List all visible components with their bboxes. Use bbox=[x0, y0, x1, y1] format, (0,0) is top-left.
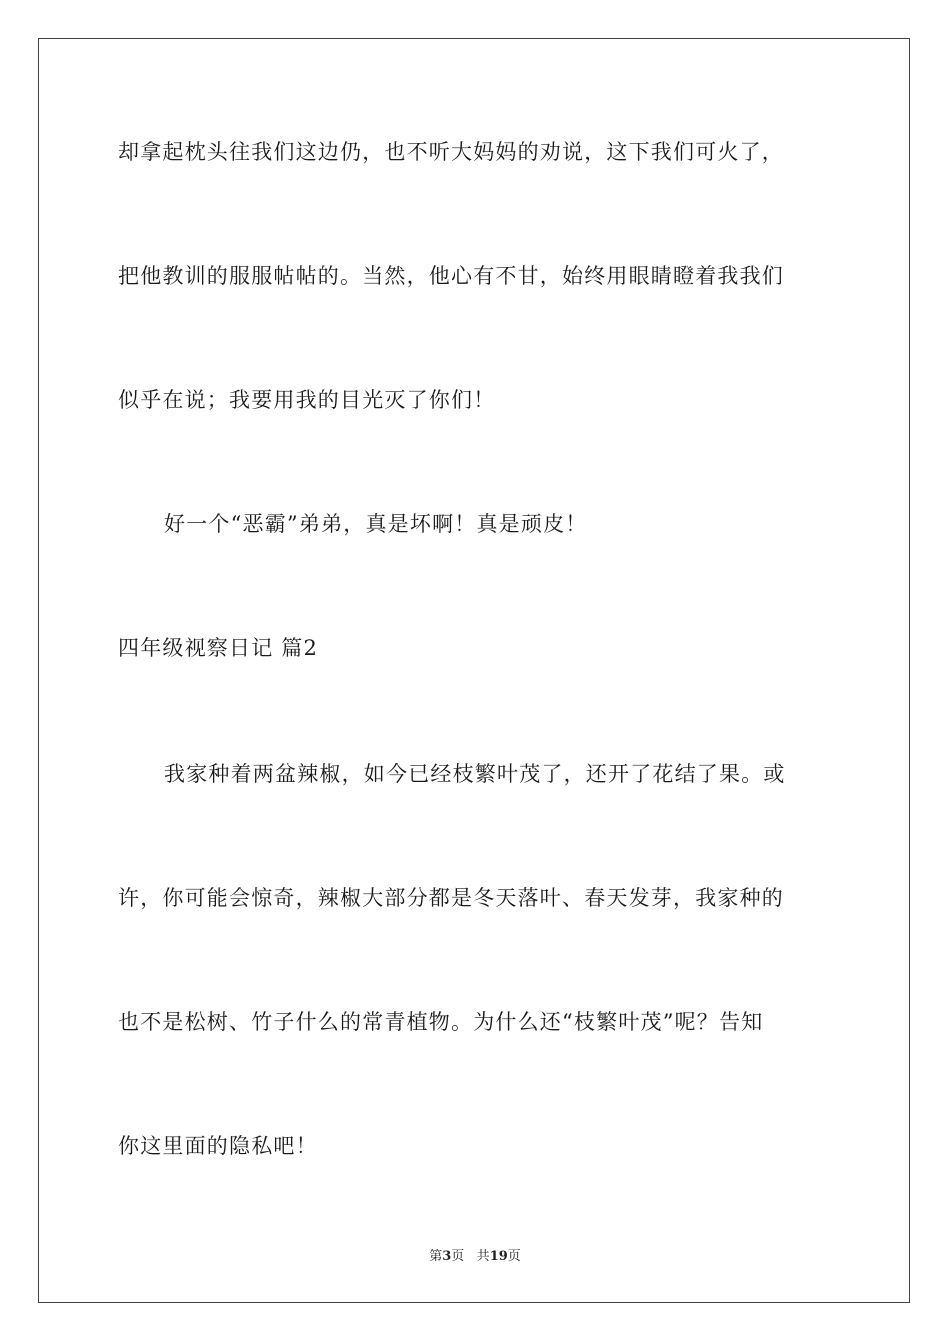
footer-total-pages: 19 bbox=[489, 1249, 508, 1264]
text-line-8: 也不是松树、竹子什么的常青植物。为什么还“枝繁叶茂”呢？告知 bbox=[118, 1010, 764, 1034]
footer-prefix: 第 bbox=[429, 1249, 443, 1264]
page-border bbox=[38, 38, 910, 1303]
section-heading: 四年级视察日记 篇2 bbox=[118, 636, 319, 660]
text-line-4: 好一个“恶霸”弟弟，真是坏啊！真是顽皮！ bbox=[164, 512, 588, 536]
footer-page-suffix: 页 bbox=[451, 1249, 465, 1264]
footer-page-number: 3 bbox=[442, 1249, 452, 1264]
text-line-7: 许，你可能会惊奇，辣椒大部分都是冬天落叶、春天发芽，我家种的 bbox=[118, 886, 784, 910]
text-line-9: 你这里面的隐私吧！ bbox=[118, 1134, 318, 1158]
text-line-1: 却拿起枕头往我们这边仍，也不听大妈妈的劝说，这下我们可火了， bbox=[118, 140, 784, 164]
text-line-2: 把他教训的服服帖帖的。当然，他心有不甘，始终用眼睛瞪着我我们 bbox=[118, 264, 784, 288]
text-line-6: 我家种着两盆辣椒，如今已经枝繁叶茂了，还开了花结了果。或 bbox=[164, 762, 786, 786]
footer-total-suffix: 页 bbox=[507, 1249, 521, 1264]
footer-total-prefix: 共 bbox=[476, 1249, 490, 1264]
text-line-3: 似乎在说；我要用我的目光灭了你们！ bbox=[118, 388, 496, 412]
page-footer bbox=[0, 1248, 950, 1266]
